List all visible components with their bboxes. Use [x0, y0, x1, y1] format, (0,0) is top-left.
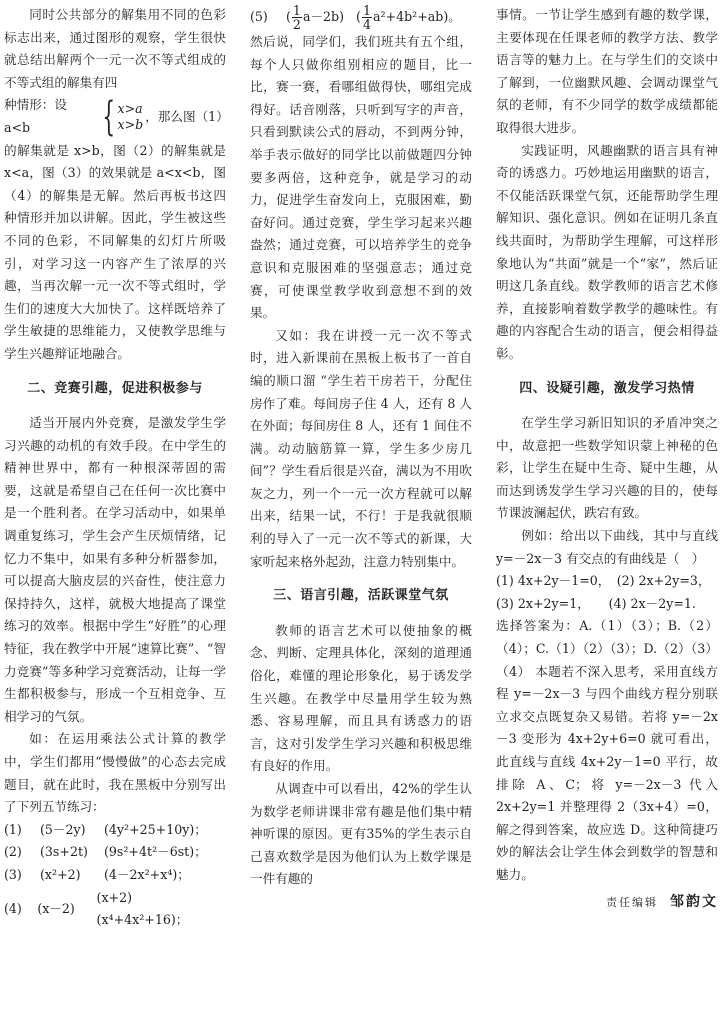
exercise-factor-b-rest: a²+4b²+ab)。 — [372, 9, 461, 25]
exercise-item — [4, 841, 226, 864]
exercise-factor-b: (4－2x²+x⁴)； — [104, 866, 190, 882]
editor-name: 邹韵文 — [670, 893, 718, 910]
paragraph: 同时公共部分的解集用不同的色彩标志出来，通过图形的观察，学生很快就总结出解两个一元一次不等式组成的不等式组的解集有四 — [4, 7, 226, 90]
paragraph: 又如：我在讲授一元一次不等式时，进入新课前在黑板上板书了一首自编的顺口溜 “学生若干房若干，分配住房作了难。每间房子住 4 人，还有 8 人在外面；每间房住 8 人，还有 1 间住不满。动动脑筋算一算，学生多少房几间”？学生看后很是兴奋，满以为不用吹灰之力，列一个一元一次方程就可以解出来，结果一试，不行！于是我就很顺利的导入了一元一次不等式的新课，大家听起来格外起劲，注意力特别集中。 — [250, 327, 472, 569]
exercise-factor-a: (x²+2) — [40, 866, 81, 882]
column-3 — [496, 4, 718, 914]
paragraph: 在学生学习新旧知识的矛盾冲突之中，故意把一些数学知识蒙上神秘的色彩，让学生在疑中生奇、疑中生趣，从而达到诱发学生学习兴趣的目的，使每节课波澜起伏，跌宕有致。 — [496, 415, 718, 521]
column-1 — [4, 4, 229, 932]
inequality-system-line — [4, 93, 229, 140]
paragraph: 如：在运用乘法公式计算的教学中，学生们都用“慢慢做”的心态去完成题目，就在此时，我在黑板中分别写出了下列五节练习： — [4, 731, 226, 815]
fraction-denominator: 2 — [292, 17, 301, 32]
option-line: (1) 4x+2y－1=0， (2) 2x+2y=3， — [496, 573, 711, 589]
editor-label: 责任编辑 — [605, 895, 658, 909]
fraction-quarter — [362, 4, 372, 31]
section-heading-3: 三、语言引趣，活跃课堂气氛 — [273, 588, 449, 604]
brace-lines — [117, 101, 143, 133]
exercise-factor-a: (5－2y) — [40, 821, 86, 837]
fraction-half — [292, 4, 302, 31]
exercise-number: (4) — [4, 900, 22, 916]
fraction-numerator: 1 — [362, 3, 371, 18]
option-line: (3) 2x+2y=1， (4) 2x－2y=1. — [496, 595, 696, 611]
text-span: ，那么图（1） — [145, 108, 229, 124]
section-heading-2: 二、竞赛引趣，促进积极参与 — [27, 380, 203, 396]
fraction-denominator: 4 — [362, 17, 371, 32]
paragraph: 实践证明，风趣幽默的语言具有神奇的诱惑力。巧妙地运用幽默的语言，不仅能活跃课堂气氛，还能帮助学生理解知识、强化意识。例如在证明几条直线共面时，为帮助学生理解，可这样形象地认为“共面”就是一个“家”，然后证明这几条直线。数学教师的语言艺术修养，直接影响着数学教学的趣味性。有趣的内容配合生动的语言，便会相得益彰。 — [496, 142, 718, 361]
brace-top: x>a — [117, 100, 143, 116]
column-2 — [250, 4, 472, 891]
fraction-numerator: 1 — [292, 3, 301, 18]
section-heading-4: 四、设疑引趣，激发学习热情 — [519, 380, 695, 396]
exercise-number: (1) — [4, 821, 22, 837]
paragraph: 从调查中可以看出，42%的学生认为数学老师讲课非常有趣是他们集中精神听课的原因。更有35%的学生表示自己喜欢数学是因为他们认为上数学课是一件有趣的 — [250, 781, 472, 887]
exercise-item — [4, 887, 226, 932]
brace-system — [96, 93, 144, 140]
exercise-list — [4, 819, 226, 932]
exercise-item — [250, 4, 472, 31]
paragraph: 的解集就是 x>b，图（2）的解集就是 x<a，图（3）的效果就是 a<x<b，图（4）的解集是无解。然后再板书这四种情形并加以讲解。因此，学生被这些不同的色彩，不同解集的幻灯片所吸引，对学习这一内容产生了浓厚的兴趣，当再次解一元一次不等式组时，学生们的速度大大加快了。这样既培养了学生敏捷的思维能力，又使教学思维与学生兴趣辩证地融合。 — [4, 142, 226, 361]
paragraph: 例如：给出以下曲线，其中与直线 y=－2x－3 有交点的有曲线是（ ） — [496, 528, 718, 566]
paragraph: 事情。一节让学生感到有趣的数学课，主要体现在任课老师的教学方法、教学语言等的魅力上。在与学生们的交谈中了解到，一位幽默风趣、会调动课堂气氛的老师，有不少同学的数学成绩都能取得很大进步。 — [496, 7, 718, 135]
exercise-factor-a: ( — [286, 9, 291, 25]
exercise-factor-b: (9s²+4t²－6st)； — [104, 844, 207, 860]
editor-credit — [496, 891, 718, 915]
paragraph: 选择答案为：A.（1）（3）；B.（2）（4）；C.（1）（2）（3）；D.（2）（3）（4） 本题若不深入思考，采用直线方程 y=－2x－3 与四个曲线方程分别联立求交点既复杂又易错。若将 y=－2x－3 变形为 4x+2y+6=0 就可看出，此直线与直线 4x+2y－1=0 平行，故排除 A、C；将 y=－2x－3 代入 2x+2y=1 并整理得 2（3x+4）=0，解之得到答案，故应选 D。这种简捷巧妙的解法会让学生体会到数学的智慧和魅力。 — [496, 618, 718, 882]
exercise-item — [4, 864, 226, 887]
exercise-item — [4, 819, 226, 842]
exercise-factor-b: ( — [356, 9, 361, 25]
paragraph: 然后说，同学们，我们班共有五个组，每个人只做你组别相应的题目，比一比，赛一赛，看哪组做得快，哪组完成得好。话音刚落，只听到写字的声音，只看到默读公式的唇动，不到两分钟，举手表示做好的同学比以前做题四分钟要多两倍，这种竞争，就是学习的动力，促进学生奋发向上，克服困难，勤奋好问。通过竞赛，学生学习起来兴趣盎然；通过竞赛，可以培养学生的竞争意识和克服困难的坚强意志；通过竞赛，可使课堂教学收到意想不到的效果。 — [250, 34, 472, 321]
paragraph: 教师的语言艺术可以使抽象的概念、判断、定理具体化，深刻的道理通俗化，难懂的理论形象化，易于诱发学生兴趣。在教学中尽量用学生较为熟悉、容易理解，而且具有诱惑力的语言，这对引发学生学习兴趣和积极思维有良好的作用。 — [250, 622, 472, 774]
exercise-factor-b: (4y²+25+10y)； — [104, 821, 207, 837]
exercise-factor-a: (x－2) — [37, 900, 75, 916]
left-brace-icon: { — [102, 93, 116, 140]
exercise-factor-b: (x+2) (x⁴+4x²+16)； — [96, 889, 189, 928]
paragraph: 适当开展内外竞赛，是激发学生学习兴趣的动机的有效手段。在中学生的精神世界中，都有一种根深蒂固的需要，这就是希望自己在任何一次比赛中是一个胜利者。在学习活动中，如果单调重复练习，学生会产生厌烦情绪，记忆力不集中，如果有多种分析器参加，可以提高大脑皮层的兴奋性，使注意力保持持久，这样，就极大地提高了课堂练习的效率。根据中学生“好胜”的心理特征，我在教学中开展“速算比赛”、“智力竞赛”等多种学习竞赛活动，让每一学生都积极参与，形成一个互相竞争、互相学习的气氛。 — [4, 415, 226, 724]
brace-bottom: x>b — [117, 116, 144, 132]
exercise-number: (2) — [4, 844, 22, 860]
exercise-number: (5) — [250, 9, 268, 25]
text-span: 种情形：设 a<b — [4, 97, 67, 135]
exercise-number: (3) — [4, 866, 22, 882]
exercise-factor-a: (3s+2t) — [40, 844, 88, 860]
exercise-factor-a-rest: a－2b) — [302, 9, 345, 25]
